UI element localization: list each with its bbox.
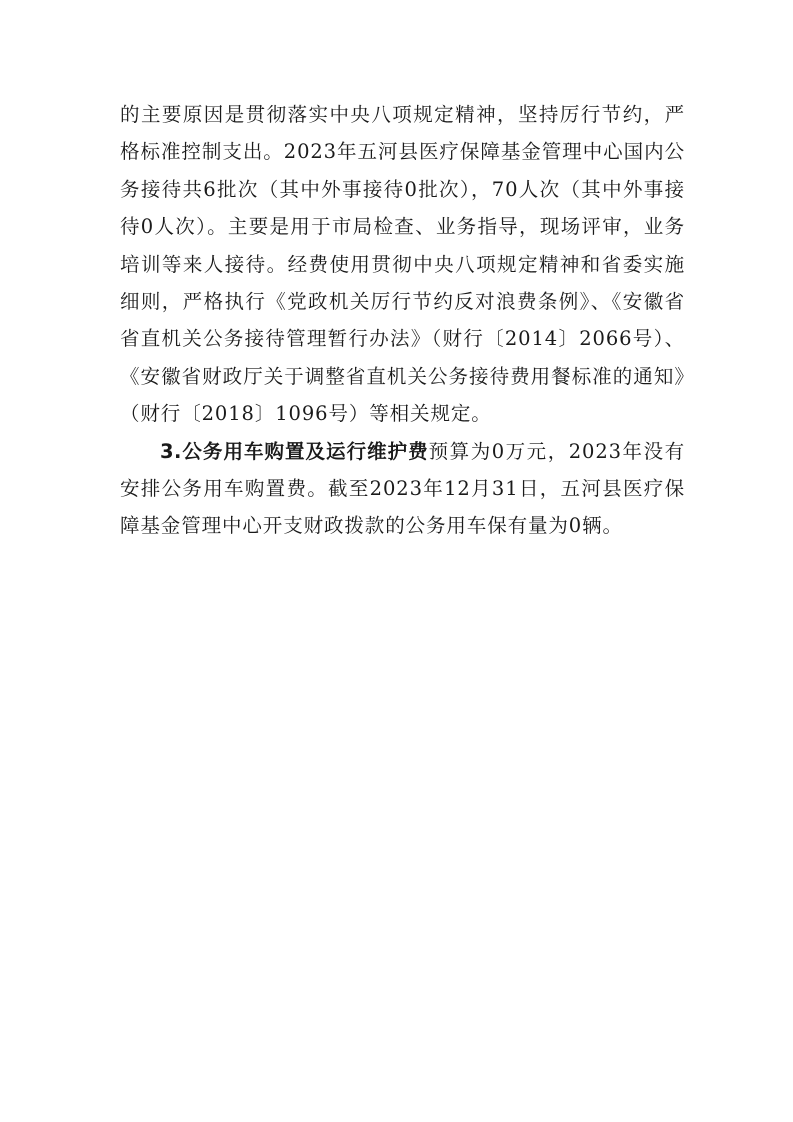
paragraph-vehicle-expenses [120,433,685,545]
paragraph-reception-expenses [120,96,685,433]
section-heading-vehicle: 3.公务用车购置及运行维护费 [160,439,429,463]
document-body [120,96,685,545]
paragraph-text: 的主要原因是贯彻落实中央八项规定精神，坚持厉行节约，严格标准控制支出。2023年五河县医疗保障基金管理中心国内公务接待共6批次（其中外事接待0批次），70人次（其中外事接待0人次）。主要是用于市局检查、业务指导，现场评审，业务培训等来人接待。经费使用贯彻中央八项规定精神和省委实施细则，严格执行《党政机关厉行节约反对浪费条例》、《安徽省省直机关公务接待管理暂行办法》（财行〔2014〕2066号）、《安徽省财政厅关于调整省直机关公务接待费用餐标准的通知》（财行〔2018〕1096号）等相关规定。 [120,103,685,426]
paragraph-text: 预算为0万元，2023年没有安排公务用车购置费。截至2023年12月31日，五河县医疗保障基金管理中心开支财政拨款的公务用车保有量为0辆。 [120,439,685,538]
